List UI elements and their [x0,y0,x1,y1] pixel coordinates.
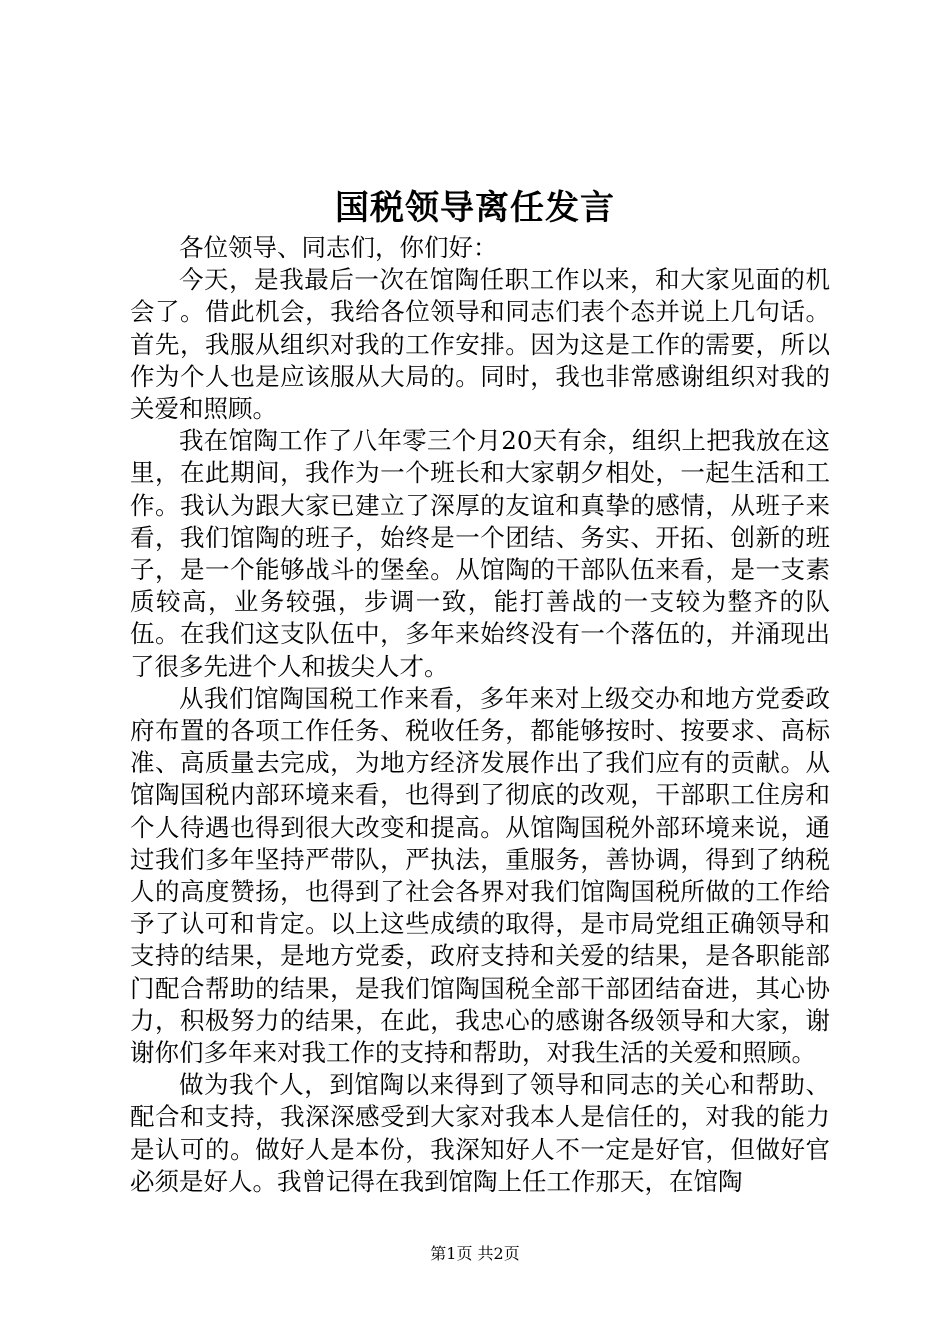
document-body [130,232,830,1198]
page-number-footer: 第1页 共2页 [430,1244,520,1263]
body-paragraph: 今天，是我最后一次在馆陶任职工作以来，和大家见面的机会了。借此机会，我给各位领导和同志们表个态并说上几句话。首先，我服从组织对我的工作安排。因为这是工作的需要，所以作为个人也是应该服从大局的。同时，我也非常感谢组织对我的关爱和照顾。 [130,265,830,424]
body-paragraph: 我在馆陶工作了八年零三个月20天有余，组织上把我放在这里，在此期间，我作为一个班长和大家朝夕相处，一起生活和工作。我认为跟大家已建立了深厚的友谊和真挚的感情，从班子来看，我们馆陶的班子，始终是一个团结、务实、开拓、创新的班子，是一个能够战斗的堡垒。从馆陶的干部队伍来看，是一支素质较高，业务较强，步调一致，能打善战的一支较为整齐的队伍。在我们这支队伍中，多年来始终没有一个落伍的，并涌现出了很多先进个人和拔尖人才。 [130,426,830,681]
document-title: 国税领导离任发言 [335,188,615,228]
body-paragraph: 做为我个人，到馆陶以来得到了领导和同志的关心和帮助、配合和支持，我深深感受到大家对我本人是信任的，对我的能力是认可的。做好人是本份，我深知好人不一定是好官，但做好官必须是好人。我曾记得在我到馆陶上任工作那天，在馆陶 [130,1070,830,1196]
body-paragraph: 从我们馆陶国税工作来看，多年来对上级交办和地方党委政府布置的各项工作任务、税收任务，都能够按时、按要求、高标准、高质量去完成，为地方经济发展作出了我们应有的贡献。从馆陶国税内部环境来看，也得到了彻底的改观，干部职工住房和个人待遇也得到很大改变和提高。从馆陶国税外部环境来说，通过我们多年坚持严带队，严执法，重服务，善协调，得到了纳税人的高度赞扬，也得到了社会各界对我们馆陶国税所做的工作给予了认可和肯定。以上这些成绩的取得，是市局党组正确领导和支持的结果，是地方党委，政府支持和关爱的结果，是各职能部门配合帮助的结果，是我们馆陶国税全部干部团结奋进，其心协力，积极努力的结果，在此，我忠心的感谢各级领导和大家，谢谢你们多年来对我工作的支持和帮助，对我生活的关爱和照顾。 [130,683,830,1068]
salutation-paragraph: 各位领导、同志们，你们好： [179,233,498,262]
